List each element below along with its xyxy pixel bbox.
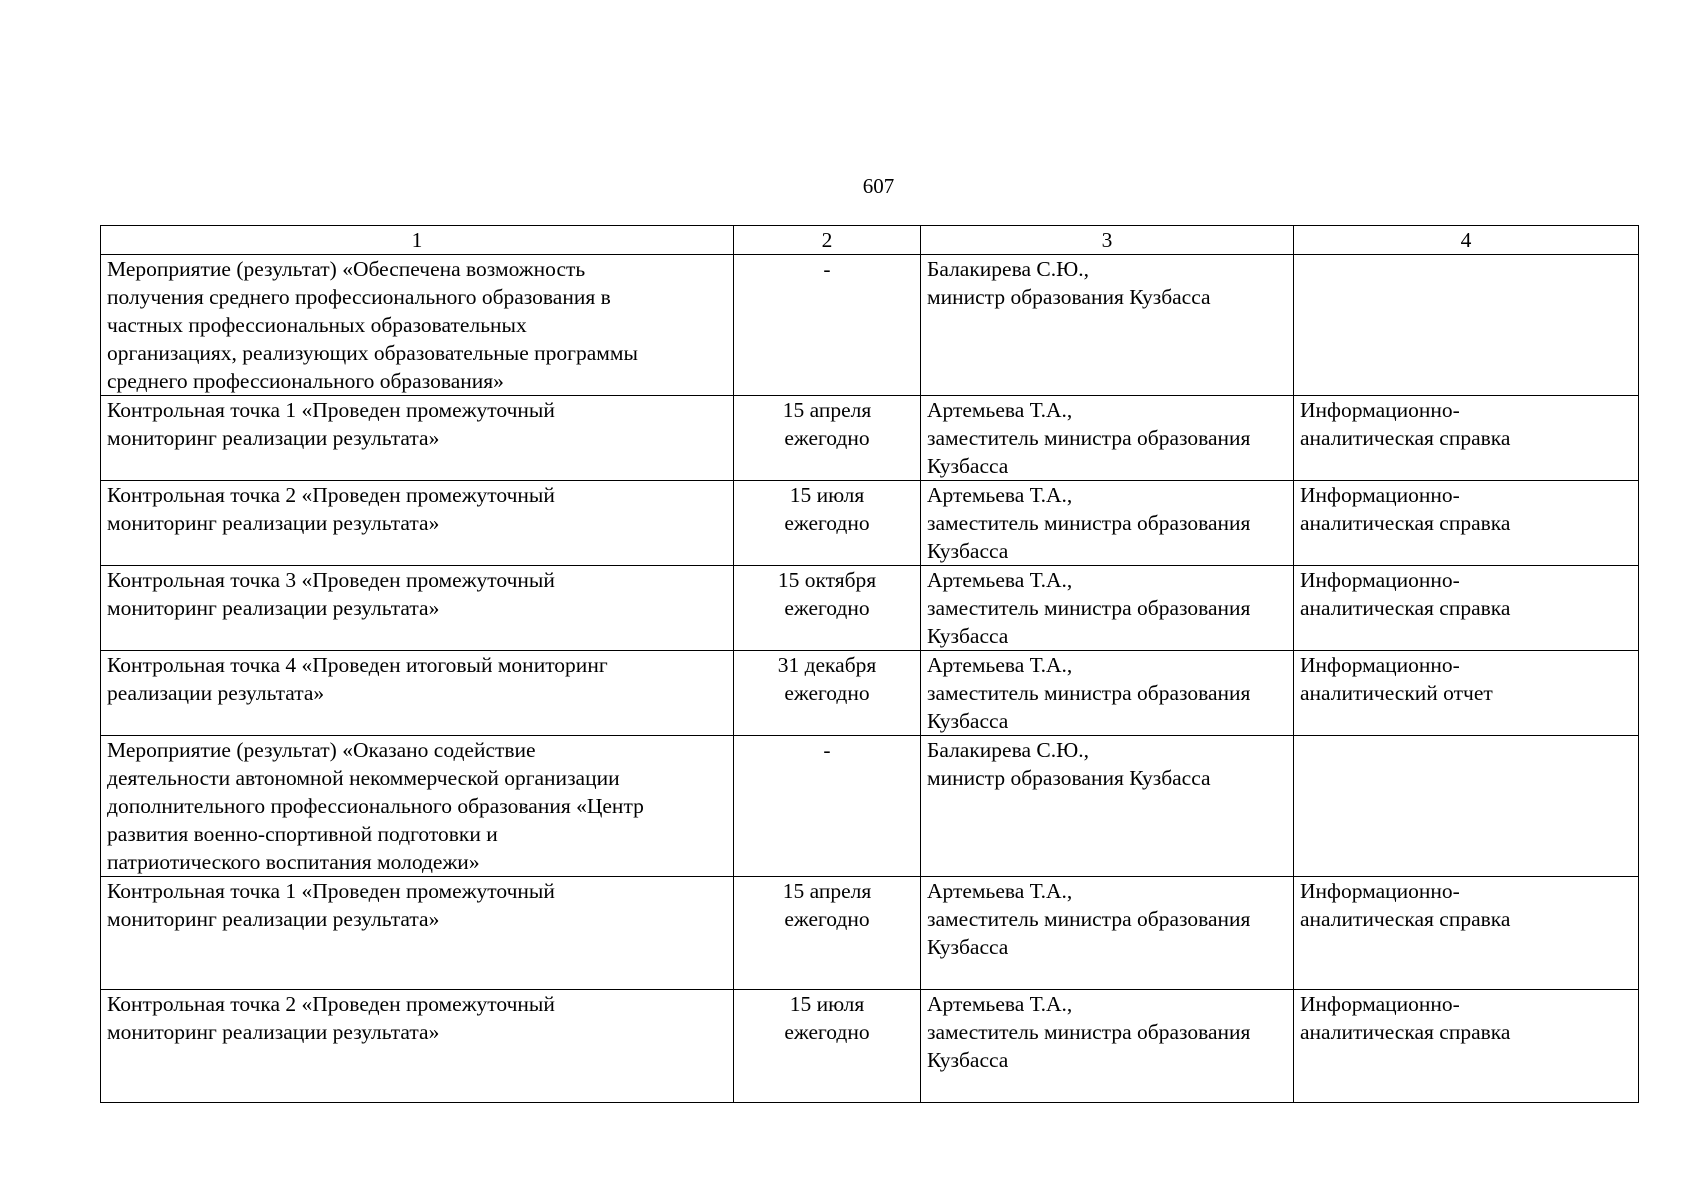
description-cell [101, 396, 734, 481]
deadline-cell [734, 566, 921, 651]
deadline-cell [734, 736, 921, 877]
cell-text-line: Контрольная точка 2 «Проведен промежуточный [107, 483, 555, 507]
cell-text-line: министр образования Кузбасса [927, 766, 1211, 790]
cell-text-line: 15 октября [777, 568, 877, 592]
document-cell [1294, 255, 1639, 396]
cell-text-line: Мероприятие (результат) «Обеспечена возможность [107, 257, 586, 281]
cell-text-line: дополнительного профессионального образования «Центр [107, 794, 644, 818]
cell-text-line: Контрольная точка 1 «Проведен промежуточный [107, 398, 555, 422]
cell-text-line: Кузбасса [927, 454, 1009, 478]
responsible-cell [921, 255, 1294, 396]
cell-text-line: Кузбасса [927, 624, 1009, 648]
responsible-cell [921, 396, 1294, 481]
description-cell [101, 736, 734, 877]
cell-text-line: мониторинг реализации результата» [107, 426, 440, 450]
cell-text-line: 15 апреля [782, 879, 872, 903]
control-point-row [101, 651, 1639, 736]
cell-text-line: заместитель министра образования [927, 907, 1251, 931]
description-cell [101, 990, 734, 1103]
cell-text-line: Артемьева Т.А., [927, 653, 1073, 677]
cell-text-line: мониторинг реализации результата» [107, 596, 440, 620]
description-cell [101, 481, 734, 566]
description-cell [101, 877, 734, 990]
responsible-cell [921, 990, 1294, 1103]
document-cell [1294, 396, 1639, 481]
cell-text-line: Информационно- [1300, 398, 1460, 422]
cell-text-line: - [823, 257, 831, 281]
cell-text-line: ежегодно [784, 511, 870, 535]
column-header-1: 1 [101, 226, 734, 255]
document-cell [1294, 877, 1639, 990]
document-cell [1294, 481, 1639, 566]
cell-text-line: заместитель министра образования [927, 681, 1251, 705]
cell-text-line: аналитический отчет [1300, 681, 1493, 705]
table-body [101, 255, 1639, 1103]
cell-text-line: Информационно- [1300, 483, 1460, 507]
page-number: 607 [862, 174, 895, 198]
cell-text-line: аналитическая справка [1300, 426, 1511, 450]
cell-text-line: организациях, реализующих образовательные программы [107, 341, 638, 365]
cell-text-line: Контрольная точка 1 «Проведен промежуточный [107, 879, 555, 903]
responsible-cell [921, 566, 1294, 651]
document-cell [1294, 651, 1639, 736]
cell-text-line: заместитель министра образования [927, 596, 1251, 620]
cell-text-line: Информационно- [1300, 992, 1460, 1016]
cell-text-line: аналитическая справка [1300, 907, 1511, 931]
column-header-4: 4 [1294, 226, 1639, 255]
document-cell [1294, 736, 1639, 877]
cell-text-line: развития военно-спортивной подготовки и [107, 822, 498, 846]
responsible-cell [921, 736, 1294, 877]
event-row [101, 255, 1639, 396]
cell-text-line: аналитическая справка [1300, 1020, 1511, 1044]
event-row [101, 736, 1639, 877]
cell-text-line: частных профессиональных образовательных [107, 313, 527, 337]
cell-text-line: 15 апреля [782, 398, 872, 422]
column-header-3: 3 [921, 226, 1294, 255]
cell-text-line: Контрольная точка 4 «Проведен итоговый мониторинг [107, 653, 608, 677]
control-point-row [101, 990, 1639, 1103]
cell-text-line: заместитель министра образования [927, 426, 1251, 450]
cell-text-line: Артемьева Т.А., [927, 879, 1073, 903]
cell-text-line: заместитель министра образования [927, 511, 1251, 535]
cell-text-line: Кузбасса [927, 1048, 1009, 1072]
cell-text-line: заместитель министра образования [927, 1020, 1251, 1044]
cell-text-line: мониторинг реализации результата» [107, 907, 440, 931]
cell-text-line: аналитическая справка [1300, 596, 1511, 620]
description-cell [101, 651, 734, 736]
control-point-row [101, 481, 1639, 566]
cell-text-line: реализации результата» [107, 681, 325, 705]
cell-text-line: Контрольная точка 2 «Проведен промежуточный [107, 992, 555, 1016]
cell-text-line: Артемьева Т.А., [927, 992, 1073, 1016]
cell-text-line: - [823, 738, 831, 762]
cell-text-line: Балакирева С.Ю., [927, 738, 1089, 762]
responsible-cell [921, 877, 1294, 990]
cell-text-line: министр образования Кузбасса [927, 285, 1211, 309]
cell-text-line: 31 декабря [777, 653, 877, 677]
control-point-row [101, 877, 1639, 990]
control-point-row [101, 396, 1639, 481]
cell-text-line: Балакирева С.Ю., [927, 257, 1089, 281]
cell-text-line: 15 июля [789, 992, 865, 1016]
cell-text-line: ежегодно [784, 426, 870, 450]
responsible-cell [921, 651, 1294, 736]
cell-text-line: ежегодно [784, 907, 870, 931]
cell-text-line: получения среднего профессионального образования в [107, 285, 611, 309]
cell-text-line: Контрольная точка 3 «Проведен промежуточный [107, 568, 555, 592]
column-header-2: 2 [734, 226, 921, 255]
cell-text-line: мониторинг реализации результата» [107, 1020, 440, 1044]
cell-text-line: Мероприятие (результат) «Оказано содействие [107, 738, 536, 762]
cell-text-line: ежегодно [784, 1020, 870, 1044]
cell-text-line: ежегодно [784, 596, 870, 620]
description-cell [101, 566, 734, 651]
cell-text-line: Артемьева Т.А., [927, 568, 1073, 592]
cell-text-line: Кузбасса [927, 539, 1009, 563]
cell-text-line: ежегодно [784, 681, 870, 705]
cell-text-line: деятельности автономной некоммерческой организации [107, 766, 620, 790]
responsible-cell [921, 481, 1294, 566]
document-cell [1294, 990, 1639, 1103]
deadline-cell [734, 651, 921, 736]
deadline-cell [734, 396, 921, 481]
cell-text-line: патриотического воспитания молодежи» [107, 850, 480, 874]
deadline-cell [734, 481, 921, 566]
cell-text-line: Кузбасса [927, 935, 1009, 959]
description-cell [101, 255, 734, 396]
control-point-row [101, 566, 1639, 651]
cell-text-line: Информационно- [1300, 879, 1460, 903]
cell-text-line: Информационно- [1300, 568, 1460, 592]
deadline-cell [734, 255, 921, 396]
cell-text-line: аналитическая справка [1300, 511, 1511, 535]
table-header-row [101, 226, 1639, 255]
deadline-cell [734, 877, 921, 990]
cell-text-line: Артемьева Т.А., [927, 483, 1073, 507]
cell-text-line: 15 июля [789, 483, 865, 507]
cell-text-line: Артемьева Т.А., [927, 398, 1073, 422]
plan-table [100, 225, 1639, 1103]
cell-text-line: среднего профессионального образования» [107, 369, 504, 393]
deadline-cell [734, 990, 921, 1103]
cell-text-line: мониторинг реализации результата» [107, 511, 440, 535]
cell-text-line: Кузбасса [927, 709, 1009, 733]
cell-text-line: Информационно- [1300, 653, 1460, 677]
document-cell [1294, 566, 1639, 651]
